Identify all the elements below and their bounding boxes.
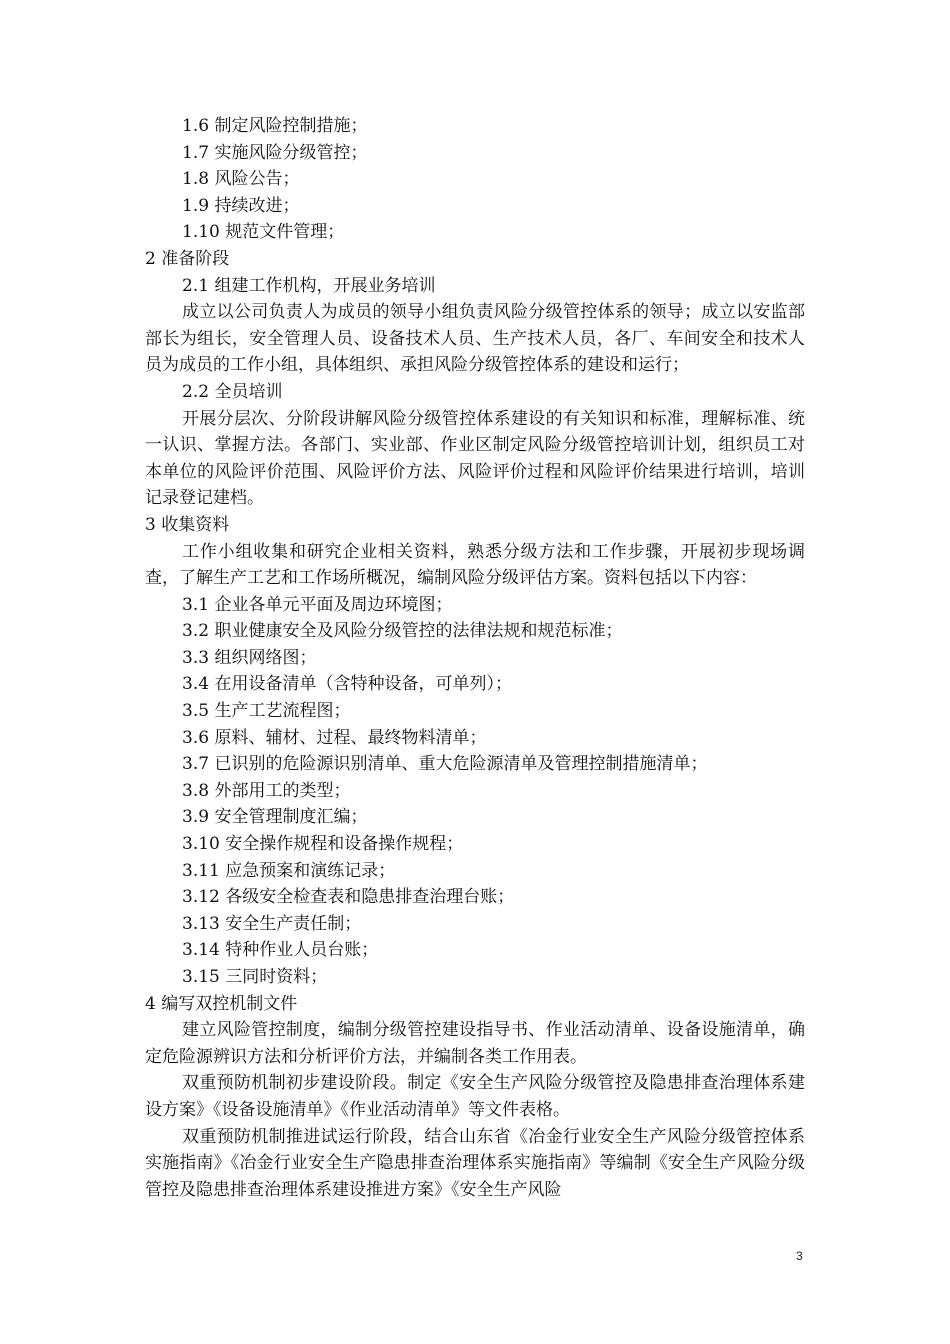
list-item: 3.11 应急预案和演练记录； (182, 860, 396, 881)
list-item: 3.13 安全生产责任制； (182, 913, 362, 934)
list-item: 3.6 原料、辅材、过程、最终物料清单； (182, 727, 487, 748)
list-item: 1.8 风险公告； (182, 169, 300, 190)
paragraph: 成立以公司负责人为成员的领导小组负责风险分级管控体系的领导；成立以安监部部长为组长，安全管理人员、设备技术人员、生产技术人员，各厂、车间安全和技术人员为成员的工作小组，具体组织、承担风险分级管控体系的建设和运行； (145, 302, 805, 376)
list-item: 3.14 特种作业人员台账； (182, 940, 379, 961)
subsection-heading-2-1: 2.1 组建工作机构，开展业务培训 (182, 275, 436, 296)
list-item: 3.5 生产工艺流程图； (182, 701, 351, 722)
list-item: 3.3 组织网络图； (182, 647, 317, 668)
page-number: 3 (796, 1249, 803, 1263)
list-item: 3.15 三同时资料； (182, 967, 328, 987)
list-item: 3.12 各级安全检查表和隐患排查治理台账； (182, 887, 515, 908)
list-item: 3.4 在用设备清单（含特种设备，可单列）； (182, 674, 512, 695)
paragraph: 工作小组收集和研究企业相关资料，熟悉分级方法和工作步骤，开展初步现场调查，了解生产工艺和工作场所概况，编制风险分级评估方案。资料包括以下内容： (145, 541, 805, 589)
paragraph: 双重预防机制初步建设阶段。制定《安全生产风险分级管控及隐患排查治理体系建设方案》《设备设施清单》《作业活动清单》等文件表格。 (145, 1073, 805, 1120)
paragraph: 开展分层次、分阶段讲解风险分级管控体系建设的有关知识和标准，理解标准、统一认识、掌握方法。各部门、实业部、作业区制定风险分级管控培训计划，组织员工对本单位的风险评价范围、风险评价方法、风险评价过程和风险评价结果进行培训，培训记录登记建档。 (145, 408, 805, 509)
list-item: 1.6 制定风险控制措施； (182, 116, 368, 136)
paragraph: 建立风险管控制度，编制分级管控建设指导书、作业活动清单、设备设施清单，确定危险源辨识方法和分析评价方法，并编制各类工作用表。 (145, 1020, 805, 1067)
list-item: 3.8 外部用工的类型； (182, 780, 351, 801)
list-item: 3.9 安全管理制度汇编； (182, 807, 368, 828)
paragraph: 双重预防机制推进试运行阶段，结合山东省《冶金行业安全生产风险分级管控体系实施指南》《冶金行业安全生产隐患排查治理体系实施指南》等编制《安全生产风险分级管控及隐患排查治理体系建设推进方案》《安全生产风险 (145, 1126, 805, 1200)
document-body (145, 113, 805, 1203)
section-heading-3: 3 收集资料 (145, 514, 230, 535)
list-item: 1.7 实施风险分级管控； (182, 142, 368, 163)
list-item: 1.10 规范文件管理； (182, 222, 345, 243)
list-item: 1.9 持续改进； (182, 195, 300, 216)
list-item: 3.2 职业健康安全及风险分级管控的法律法规和规范标准； (182, 621, 623, 642)
subsection-heading-2-2: 2.2 全员培训 (182, 381, 283, 402)
section-heading-2: 2 准备阶段 (145, 248, 230, 269)
list-item: 3.7 已识别的危险源识别清单、重大危险源清单及管理控制措施清单； (182, 754, 708, 775)
list-item: 3.10 安全操作规程和设备操作规程； (182, 834, 464, 855)
list-item: 3.1 企业各单元平面及周边环境图； (182, 594, 453, 615)
section-heading-4: 4 编写双控机制文件 (145, 993, 298, 1014)
